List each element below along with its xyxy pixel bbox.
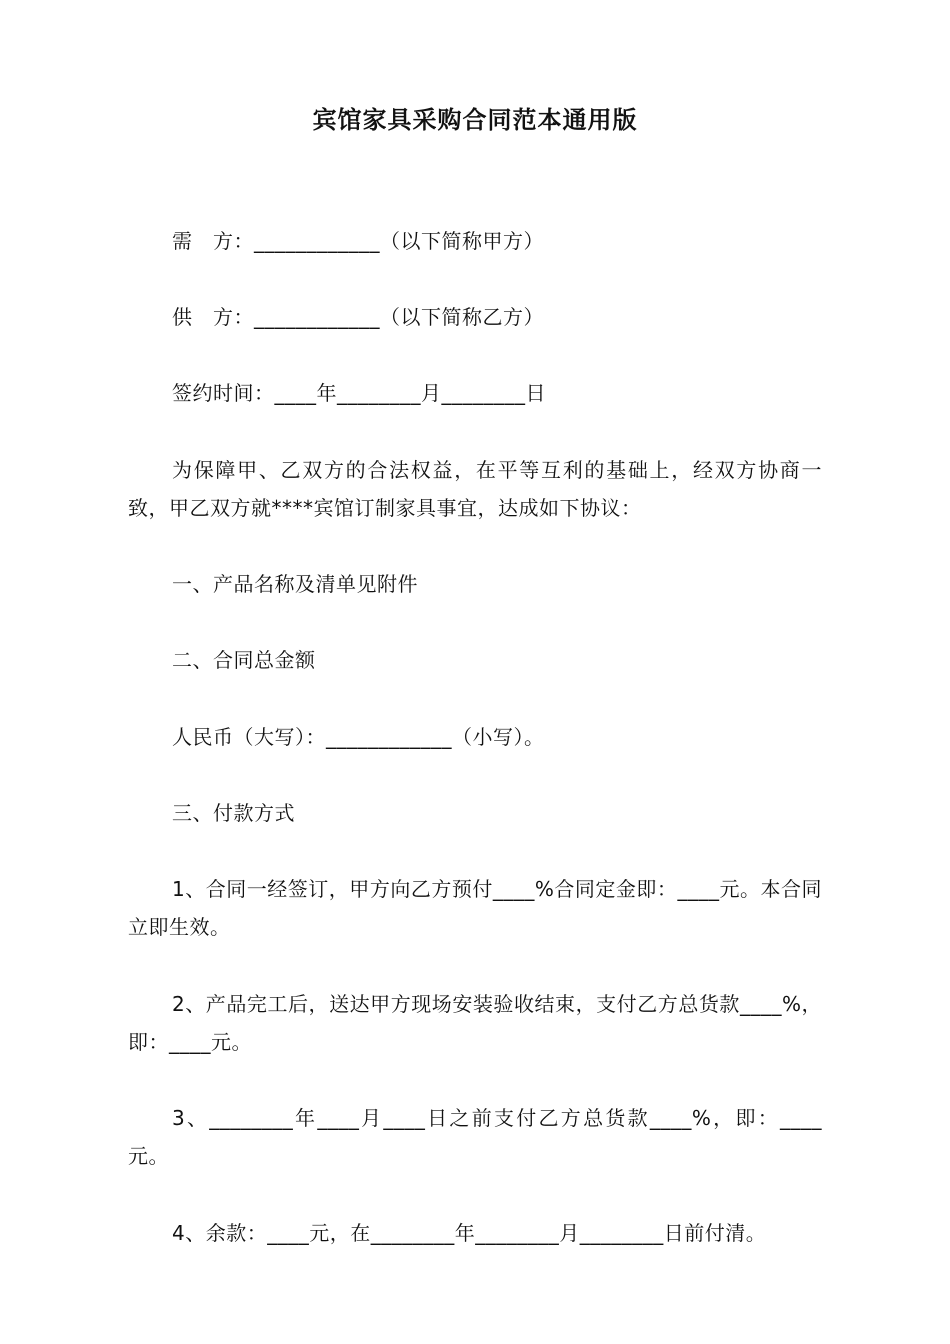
payment-item-2: 2、产品完工后，送达甲方现场安装验收结束，支付乙方总货款____%，即：____元。 bbox=[128, 992, 822, 1054]
section-heading-2: 二、合同总金额 bbox=[172, 648, 316, 672]
payment-item-1: 1、合同一经签订，甲方向乙方预付____%合同定金即：____元。本合同立即生效。 bbox=[128, 877, 822, 939]
amount-line: 人民币（大写）：____________（小写）。 bbox=[172, 725, 545, 749]
seller-line: 供 方：____________（以下简称乙方） bbox=[172, 305, 544, 329]
document-title: 宾馆家具采购合同范本通用版 bbox=[312, 106, 638, 134]
payment-item-3: 3、________年____月____日之前支付乙方总货款____%，即：____元。 bbox=[128, 1106, 822, 1168]
intro-paragraph: 为保障甲、乙双方的合法权益，在平等互利的基础上，经双方协商一致，甲乙双方就****宾馆订制家具事宜，达成如下协议： bbox=[128, 458, 822, 520]
buyer-line: 需 方：____________（以下简称甲方） bbox=[172, 229, 544, 253]
section-heading-1: 一、产品名称及清单见附件 bbox=[172, 572, 418, 596]
sign-date-line: 签约时间：____年________月________日 bbox=[172, 381, 546, 405]
payment-item-4: 4、余款：____元，在________年________月________日前付清。 bbox=[172, 1221, 767, 1245]
section-heading-3: 三、付款方式 bbox=[172, 801, 295, 825]
